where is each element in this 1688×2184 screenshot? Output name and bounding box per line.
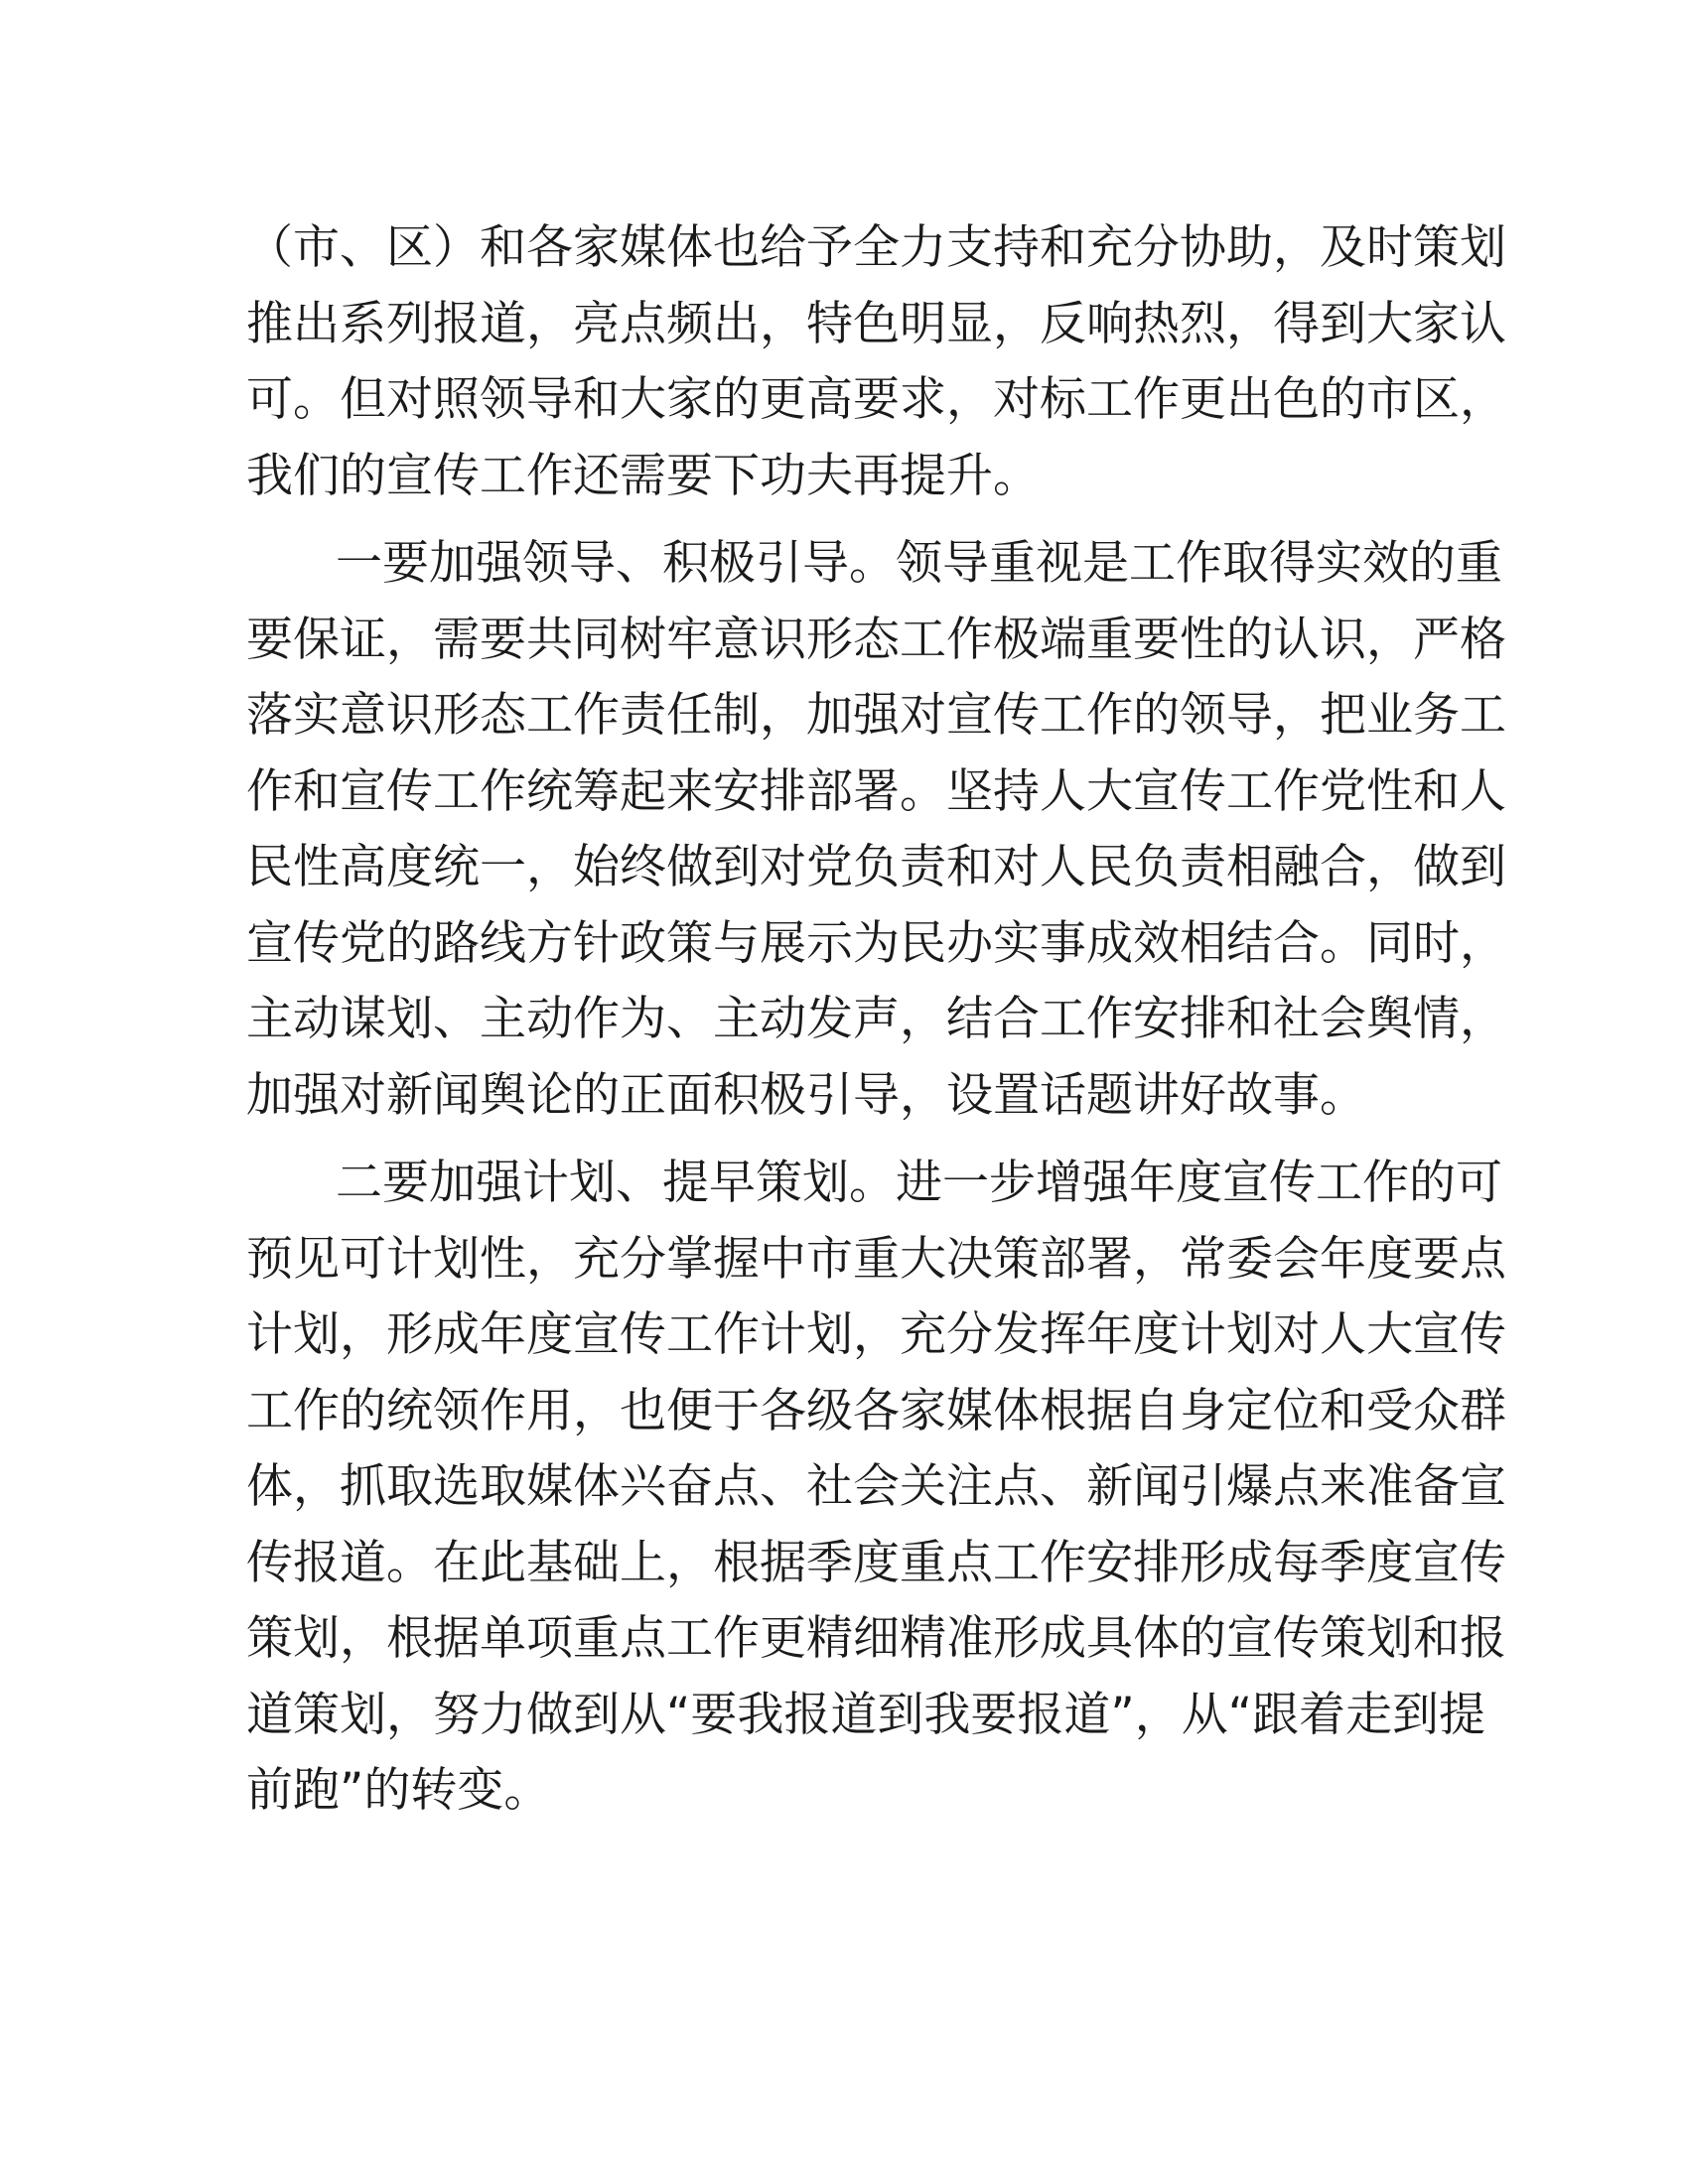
paragraph-point-two [246,1146,1506,1830]
text-line: 前跑”的转变。 [246,1763,551,1818]
text-line: 工作的统领作用，也便于各级各家媒体根据自身定位和受众群 [246,1383,1506,1438]
text-line: 作和宣传工作统筹起来安排部署。坚持人大宣传工作党性和人 [246,763,1506,819]
text-line: 道策划，努力做到从“要我报道到我要报道”，从“跟着走到提 [246,1687,1486,1742]
text-line: 策划，根据单项重点工作更精细精准形成具体的宣传策划和报 [246,1611,1506,1666]
text-line: 要保证，需要共同树牢意识形态工作极端重要性的认识，严格 [246,612,1506,667]
text-line: 我们的宣传工作还需要下功夫再提升。 [246,448,1040,503]
text-line: 宣传党的路线方针政策与展示为民办实事成效相结合。同时， [246,915,1506,971]
text-line: 落实意识形态工作责任制，加强对宣传工作的领导，把业务工 [246,688,1506,743]
text-line: 主动谋划、主动作为、主动发声，结合工作安排和社会舆情， [246,992,1506,1046]
text-line: 民性高度统一，始终做到对党负责和对人民负责相融合，做到 [246,840,1506,894]
paragraph-intro [246,210,1506,514]
text-line: 加强对新闻舆论的正面积极引导，设置话题讲好故事。 [246,1067,1366,1123]
text-line: 体，抓取选取媒体兴奋点、社会关注点、新闻引爆点来准备宣 [246,1459,1506,1514]
text-line: （市、区）和各家媒体也给予全力支持和充分协助，及时策划 [246,220,1506,275]
text-line: 计划，形成年度宣传工作计划，充分发挥年度计划对人大宣传 [246,1307,1506,1362]
text-line: 一要加强领导、积极引导。领导重视是工作取得实效的重 [336,536,1502,591]
text-line: 传报道。在此基础上，根据季度重点工作安排形成每季度宣传 [246,1535,1506,1590]
paragraph-point-one [246,526,1506,1134]
text-line: 预见可计划性，充分掌握中市重大决策部署，常委会年度要点 [246,1231,1506,1287]
text-line: 推出系列报道，亮点频出，特色明显，反响热烈，得到大家认 [246,296,1506,351]
text-line: 可。但对照领导和大家的更高要求，对标工作更出色的市区， [246,372,1506,427]
document-body [246,210,1506,1830]
text-line: 二要加强计划、提早策划。进一步增强年度宣传工作的可 [336,1156,1502,1210]
